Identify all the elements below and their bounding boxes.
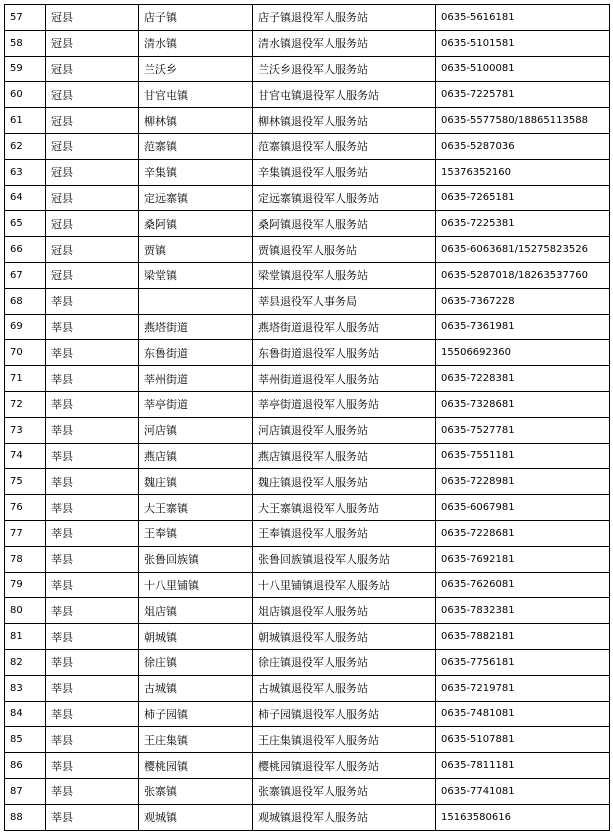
table-row [5, 417, 610, 443]
station-cell: 辛集镇退役军人服务站 [253, 159, 436, 185]
table-row [5, 30, 610, 56]
station-cell: 东鲁街道退役军人服务站 [253, 340, 436, 366]
table-row [5, 624, 610, 650]
row-number: 64 [5, 185, 46, 211]
row-number: 71 [5, 366, 46, 392]
station-cell: 徐庄镇退役军人服务站 [253, 649, 436, 675]
phone-cell: 0635-7811181 [436, 753, 610, 779]
phone-cell: 0635-5101581 [436, 30, 610, 56]
station-cell: 燕店镇退役军人服务站 [253, 443, 436, 469]
county-cell: 莘县 [46, 727, 139, 753]
county-cell: 莘县 [46, 778, 139, 804]
row-number: 75 [5, 469, 46, 495]
phone-cell: 0635-7225381 [436, 211, 610, 237]
phone-cell: 0635-7551181 [436, 443, 610, 469]
table-row [5, 211, 610, 237]
station-cell: 十八里铺镇退役军人服务站 [253, 572, 436, 598]
row-number: 57 [5, 5, 46, 31]
county-cell: 莘县 [46, 391, 139, 417]
phone-cell: 15163580616 [436, 804, 610, 830]
phone-cell: 0635-5616181 [436, 5, 610, 31]
town-cell: 莘亭街道 [139, 391, 253, 417]
town-cell: 河店镇 [139, 417, 253, 443]
station-cell: 王庄集镇退役军人服务站 [253, 727, 436, 753]
table-row [5, 804, 610, 830]
table-row [5, 185, 610, 211]
county-cell: 莘县 [46, 753, 139, 779]
county-cell: 莘县 [46, 572, 139, 598]
phone-cell: 0635-7228381 [436, 366, 610, 392]
table-row [5, 82, 610, 108]
county-cell: 莘县 [46, 804, 139, 830]
row-number: 65 [5, 211, 46, 237]
table-row [5, 133, 610, 159]
table-row [5, 753, 610, 779]
table-row [5, 701, 610, 727]
county-cell: 冠县 [46, 5, 139, 31]
county-cell: 莘县 [46, 495, 139, 521]
table-row [5, 495, 610, 521]
county-cell: 莘县 [46, 598, 139, 624]
town-cell: 燕店镇 [139, 443, 253, 469]
phone-cell: 0635-7219781 [436, 675, 610, 701]
station-cell: 清水镇退役军人服务站 [253, 30, 436, 56]
town-cell: 张寨镇 [139, 778, 253, 804]
row-number: 88 [5, 804, 46, 830]
town-cell: 大王寨镇 [139, 495, 253, 521]
station-cell: 梁堂镇退役军人服务站 [253, 262, 436, 288]
table-row [5, 159, 610, 185]
phone-cell: 0635-5577580/18865113588 [436, 108, 610, 134]
table-row [5, 314, 610, 340]
town-cell: 辛集镇 [139, 159, 253, 185]
town-cell: 清水镇 [139, 30, 253, 56]
phone-cell: 0635-7626081 [436, 572, 610, 598]
town-cell: 王奉镇 [139, 520, 253, 546]
phone-cell: 0635-7228981 [436, 469, 610, 495]
row-number: 74 [5, 443, 46, 469]
station-cell: 柿子园镇退役军人服务站 [253, 701, 436, 727]
row-number: 63 [5, 159, 46, 185]
town-cell: 梁堂镇 [139, 262, 253, 288]
phone-cell: 0635-5287018/18263537760 [436, 262, 610, 288]
county-cell: 冠县 [46, 159, 139, 185]
phone-cell: 0635-6067981 [436, 495, 610, 521]
county-cell: 冠县 [46, 133, 139, 159]
station-cell: 兰沃乡退役军人服务站 [253, 56, 436, 82]
table-row [5, 288, 610, 314]
town-cell: 俎店镇 [139, 598, 253, 624]
row-number: 69 [5, 314, 46, 340]
town-cell: 定远寨镇 [139, 185, 253, 211]
county-cell: 莘县 [46, 469, 139, 495]
table-row [5, 727, 610, 753]
row-number: 81 [5, 624, 46, 650]
table-row [5, 340, 610, 366]
row-number: 78 [5, 546, 46, 572]
table-row [5, 237, 610, 263]
row-number: 68 [5, 288, 46, 314]
town-cell: 燕塔街道 [139, 314, 253, 340]
row-number: 79 [5, 572, 46, 598]
town-cell: 张鲁回族镇 [139, 546, 253, 572]
table-row [5, 778, 610, 804]
station-cell: 古城镇退役军人服务站 [253, 675, 436, 701]
service-station-table [4, 4, 610, 831]
town-cell: 兰沃乡 [139, 56, 253, 82]
phone-cell: 0635-7225781 [436, 82, 610, 108]
row-number: 77 [5, 520, 46, 546]
row-number: 58 [5, 30, 46, 56]
town-cell: 王庄集镇 [139, 727, 253, 753]
phone-cell: 15376352160 [436, 159, 610, 185]
county-cell: 冠县 [46, 56, 139, 82]
town-cell: 樱桃园镇 [139, 753, 253, 779]
row-number: 72 [5, 391, 46, 417]
phone-cell: 0635-5100081 [436, 56, 610, 82]
station-cell: 莘县退役军人事务局 [253, 288, 436, 314]
phone-cell: 0635-7481081 [436, 701, 610, 727]
phone-cell: 0635-7361981 [436, 314, 610, 340]
station-cell: 燕塔街道退役军人服务站 [253, 314, 436, 340]
station-cell: 樱桃园镇退役军人服务站 [253, 753, 436, 779]
phone-cell: 0635-7367228 [436, 288, 610, 314]
station-cell: 甘官屯镇退役军人服务站 [253, 82, 436, 108]
county-cell: 莘县 [46, 701, 139, 727]
phone-cell: 0635-5287036 [436, 133, 610, 159]
row-number: 82 [5, 649, 46, 675]
station-cell: 张鲁回族镇退役军人服务站 [253, 546, 436, 572]
table-row [5, 366, 610, 392]
phone-cell: 0635-7265181 [436, 185, 610, 211]
phone-cell: 0635-6063681/15275823526 [436, 237, 610, 263]
phone-cell: 0635-7741081 [436, 778, 610, 804]
town-cell: 柿子园镇 [139, 701, 253, 727]
station-cell: 朝城镇退役军人服务站 [253, 624, 436, 650]
station-cell: 贾镇退役军人服务站 [253, 237, 436, 263]
county-cell: 冠县 [46, 82, 139, 108]
station-cell: 柳林镇退役军人服务站 [253, 108, 436, 134]
county-cell: 莘县 [46, 443, 139, 469]
county-cell: 莘县 [46, 624, 139, 650]
town-cell: 十八里铺镇 [139, 572, 253, 598]
table-row [5, 572, 610, 598]
town-cell: 观城镇 [139, 804, 253, 830]
table-row [5, 520, 610, 546]
table-row [5, 56, 610, 82]
table-row [5, 598, 610, 624]
county-cell: 莘县 [46, 314, 139, 340]
county-cell: 莘县 [46, 366, 139, 392]
town-cell: 桑阿镇 [139, 211, 253, 237]
station-cell: 俎店镇退役军人服务站 [253, 598, 436, 624]
town-cell: 甘官屯镇 [139, 82, 253, 108]
phone-cell: 0635-7692181 [436, 546, 610, 572]
row-number: 76 [5, 495, 46, 521]
phone-cell: 0635-7328681 [436, 391, 610, 417]
phone-cell: 0635-7756181 [436, 649, 610, 675]
county-cell: 冠县 [46, 30, 139, 56]
row-number: 59 [5, 56, 46, 82]
county-cell: 冠县 [46, 262, 139, 288]
table-row [5, 262, 610, 288]
table-row [5, 649, 610, 675]
phone-cell: 0635-7527781 [436, 417, 610, 443]
table-row [5, 546, 610, 572]
town-cell: 柳林镇 [139, 108, 253, 134]
row-number: 80 [5, 598, 46, 624]
station-cell: 魏庄镇退役军人服务站 [253, 469, 436, 495]
row-number: 62 [5, 133, 46, 159]
county-cell: 冠县 [46, 108, 139, 134]
station-cell: 王奉镇退役军人服务站 [253, 520, 436, 546]
town-cell: 东鲁街道 [139, 340, 253, 366]
town-cell: 古城镇 [139, 675, 253, 701]
row-number: 67 [5, 262, 46, 288]
station-cell: 定远寨镇退役军人服务站 [253, 185, 436, 211]
station-cell: 桑阿镇退役军人服务站 [253, 211, 436, 237]
town-cell: 贾镇 [139, 237, 253, 263]
table-row [5, 5, 610, 31]
row-number: 73 [5, 417, 46, 443]
county-cell: 冠县 [46, 185, 139, 211]
table-row [5, 443, 610, 469]
county-cell: 莘县 [46, 288, 139, 314]
county-cell: 莘县 [46, 675, 139, 701]
row-number: 61 [5, 108, 46, 134]
phone-cell: 0635-7882181 [436, 624, 610, 650]
row-number: 86 [5, 753, 46, 779]
county-cell: 莘县 [46, 520, 139, 546]
table-body [5, 5, 610, 831]
row-number: 85 [5, 727, 46, 753]
table-row [5, 675, 610, 701]
town-cell [139, 288, 253, 314]
station-cell: 张寨镇退役军人服务站 [253, 778, 436, 804]
table-row [5, 469, 610, 495]
station-cell: 店子镇退役军人服务站 [253, 5, 436, 31]
phone-cell: 0635-7228681 [436, 520, 610, 546]
town-cell: 店子镇 [139, 5, 253, 31]
phone-cell: 0635-7832381 [436, 598, 610, 624]
county-cell: 冠县 [46, 211, 139, 237]
row-number: 70 [5, 340, 46, 366]
station-cell: 范寨镇退役军人服务站 [253, 133, 436, 159]
county-cell: 莘县 [46, 417, 139, 443]
town-cell: 莘州街道 [139, 366, 253, 392]
row-number: 83 [5, 675, 46, 701]
county-cell: 冠县 [46, 237, 139, 263]
row-number: 60 [5, 82, 46, 108]
station-cell: 大王寨镇退役军人服务站 [253, 495, 436, 521]
county-cell: 莘县 [46, 649, 139, 675]
town-cell: 魏庄镇 [139, 469, 253, 495]
town-cell: 朝城镇 [139, 624, 253, 650]
phone-cell: 15506692360 [436, 340, 610, 366]
row-number: 84 [5, 701, 46, 727]
station-cell: 河店镇退役军人服务站 [253, 417, 436, 443]
table-row [5, 108, 610, 134]
station-cell: 莘州街道退役军人服务站 [253, 366, 436, 392]
table-row [5, 391, 610, 417]
phone-cell: 0635-5107881 [436, 727, 610, 753]
county-cell: 莘县 [46, 340, 139, 366]
town-cell: 徐庄镇 [139, 649, 253, 675]
station-cell: 莘亭街道退役军人服务站 [253, 391, 436, 417]
town-cell: 范寨镇 [139, 133, 253, 159]
station-cell: 观城镇退役军人服务站 [253, 804, 436, 830]
row-number: 87 [5, 778, 46, 804]
county-cell: 莘县 [46, 546, 139, 572]
row-number: 66 [5, 237, 46, 263]
